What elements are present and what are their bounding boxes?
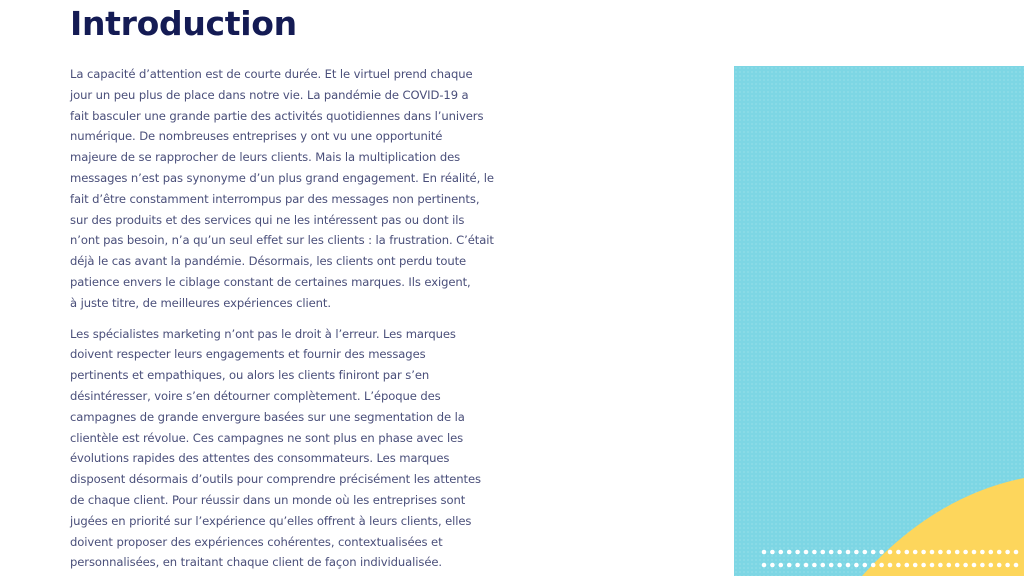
decorative-dot <box>930 563 935 568</box>
decorative-dot <box>863 563 868 568</box>
decorative-dot <box>980 550 985 555</box>
text-line: campagnes de grande envergure basées sur une segmentation de la <box>70 409 465 424</box>
decorative-dot <box>787 550 792 555</box>
decorative-dot <box>1014 563 1019 568</box>
text-line: patience envers le ciblage constant de certaines marques. Ils exigent, <box>70 274 471 289</box>
paragraph-2 <box>70 324 490 574</box>
decorative-dot <box>787 563 792 568</box>
body-text <box>70 64 494 573</box>
text-line: désintéresser, voire s’en détourner complètement. L’époque des <box>70 388 441 403</box>
decorative-dot <box>989 550 994 555</box>
decorative-dot <box>1014 550 1019 555</box>
decorative-dot <box>963 563 968 568</box>
text-line: évolutions rapides des attentes des consommateurs. Les marques <box>70 451 450 466</box>
text-line: clientèle est révolue. Ces campagnes ne sont plus en phase avec les <box>70 430 464 445</box>
text-line: fait d’être constamment interrompus par des messages non pertinents, <box>70 191 480 206</box>
decorative-dot <box>997 550 1002 555</box>
decorative-dot <box>947 563 952 568</box>
text-line: Les spécialistes marketing n’ont pas le droit à l’erreur. Les marques <box>70 326 456 341</box>
decorative-dot <box>795 550 800 555</box>
text-line: fait basculer une grande partie des activités quotidiennes dans l’univers <box>70 108 484 123</box>
decorative-dot <box>989 563 994 568</box>
decorative-dot <box>972 563 977 568</box>
decorative-dot <box>779 550 784 555</box>
decorative-dot <box>829 550 834 555</box>
decorative-dot <box>829 563 834 568</box>
page-title: Introduction <box>70 4 297 43</box>
decorative-dot <box>821 563 826 568</box>
decorative-graphic <box>734 66 1024 576</box>
yellow-wave-shape <box>862 478 1024 576</box>
decorative-dot <box>762 563 767 568</box>
decorative-dot <box>896 550 901 555</box>
decorative-dot <box>896 563 901 568</box>
decorative-dot <box>955 550 960 555</box>
decorative-dot <box>804 550 809 555</box>
decorative-dot <box>963 550 968 555</box>
decorative-dot <box>972 550 977 555</box>
decorative-dot <box>913 550 918 555</box>
text-line: numérique. De nombreuses entreprises y ont vu une opportunité <box>70 129 443 144</box>
decorative-dot <box>871 563 876 568</box>
text-line: à juste titre, de meilleures expériences client. <box>70 295 331 310</box>
decorative-dot <box>888 550 893 555</box>
decorative-dot <box>762 550 767 555</box>
text-line: déjà le cas avant la pandémie. Désormais, les clients ont perdu toute <box>70 254 467 269</box>
decorative-dot <box>980 563 985 568</box>
decorative-dot <box>837 550 842 555</box>
decorative-dot <box>888 563 893 568</box>
text-line: doivent proposer des expériences cohérentes, contextualisées et <box>70 534 443 549</box>
decorative-dot <box>947 550 952 555</box>
decorative-dot <box>812 563 817 568</box>
decorative-dot <box>779 563 784 568</box>
decorative-dot <box>837 563 842 568</box>
decorative-dot <box>821 550 826 555</box>
text-line: jour un peu plus de place dans notre vie. La pandémie de COVID-19 a <box>70 87 469 102</box>
decorative-dot <box>905 563 910 568</box>
decorative-dot <box>938 563 943 568</box>
decorative-dot <box>921 563 926 568</box>
decorative-dot <box>921 550 926 555</box>
text-line: sur des produits et des services qui ne les intéressent pas ou dont ils <box>70 212 465 227</box>
decorative-dot <box>804 563 809 568</box>
decorative-dot <box>997 563 1002 568</box>
text-line: pertinents et empathiques, ou alors les clients finiront par s’en <box>70 368 430 383</box>
text-line: doivent respecter leurs engagements et fournir des messages <box>70 347 426 362</box>
decorative-dot <box>812 550 817 555</box>
decorative-dot <box>913 563 918 568</box>
decorative-dot <box>846 563 851 568</box>
decorative-dot <box>879 563 884 568</box>
decorative-dot <box>879 550 884 555</box>
paragraph-1 <box>70 64 494 314</box>
text-line: de chaque client. Pour réussir dans un monde où les entreprises sont <box>70 492 466 507</box>
decorative-dot <box>955 563 960 568</box>
decorative-panel <box>734 66 1024 576</box>
decorative-dot <box>930 550 935 555</box>
decorative-dot <box>770 550 775 555</box>
decorative-dot <box>863 550 868 555</box>
decorative-dot <box>905 550 910 555</box>
text-line: majeure de se rapprocher de leurs clients. Mais la multiplication des <box>70 150 461 165</box>
text-line: n’ont pas besoin, n’a qu’un seul effet sur les clients : la frustration. C’était <box>70 233 494 248</box>
text-line: disposent désormais d’outils pour comprendre précisément les attentes <box>70 472 481 487</box>
decorative-dot <box>1005 563 1010 568</box>
decorative-dot <box>770 563 775 568</box>
text-line: messages n’est pas synonyme d’un plus grand engagement. En réalité, le <box>70 170 494 185</box>
decorative-dot <box>854 563 859 568</box>
text-line: jugées en priorité sur l’expérience qu’elles offrent à leurs clients, elles <box>70 513 472 528</box>
text-line: La capacité d’attention est de courte durée. Et le virtuel prend chaque <box>70 67 473 81</box>
decorative-dot <box>938 550 943 555</box>
decorative-dot <box>795 563 800 568</box>
decorative-dot <box>854 550 859 555</box>
decorative-dot <box>1005 550 1010 555</box>
decorative-dot <box>871 550 876 555</box>
decorative-dot <box>846 550 851 555</box>
text-line: personnalisées, en traitant chaque client de façon individualisée. <box>70 555 443 570</box>
